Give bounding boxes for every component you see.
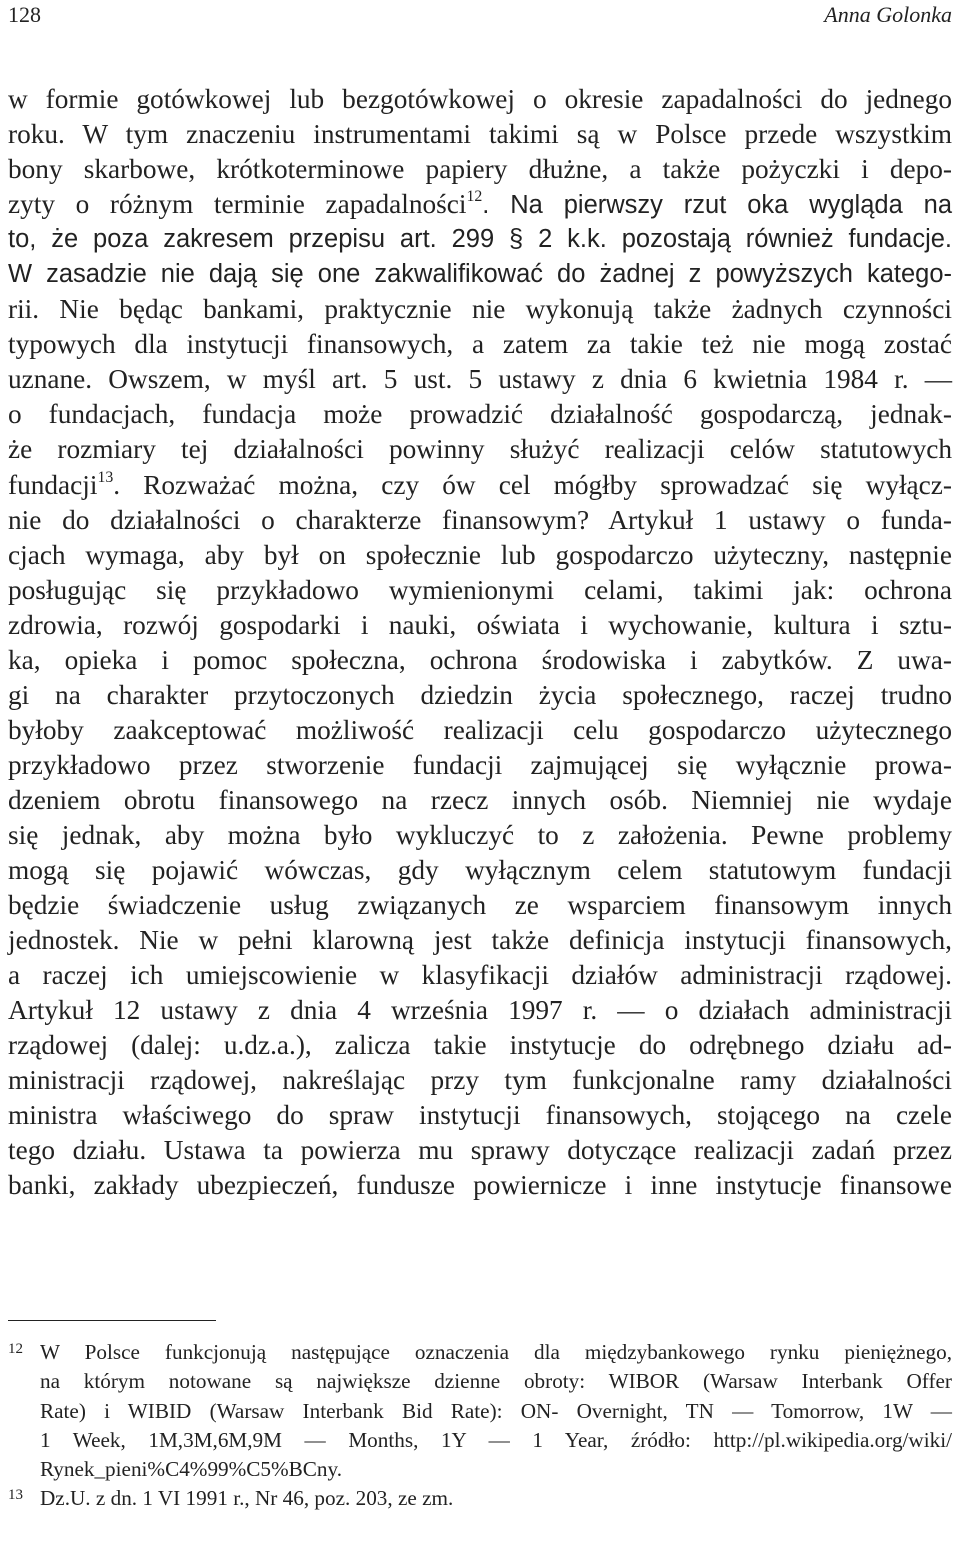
text-line: posługując się przykładowo wymienionymi celami, takimi jak: ochrona [8, 574, 952, 605]
text-line [8, 187, 952, 222]
text-fragment: . Rozważać można, czy ów cel mógłby sprowadzać się wyłącz- [113, 469, 952, 500]
text-line: się jednak, aby można było wykluczyć to z założenia. Pewne problemy [8, 819, 952, 850]
footnote-reference: 13 [97, 468, 114, 486]
page-number: 128 [8, 2, 41, 27]
text-fragment: . Na pierwszy rzut oka wygląda na [482, 191, 953, 220]
text-line: W zasadzie nie dają się one zakwalifikować do żadnej z powyższych katego- [8, 260, 952, 289]
text-line [8, 468, 952, 503]
text-line: Artykuł 12 ustawy z dnia 4 września 1997 r. — o działach administracji [8, 995, 952, 1026]
text-line: że rozmiary tej działalności powinny służyć realizacji celów statutowych [8, 434, 952, 465]
footnote-line: na którym notowane są największe dzienne obroty: WIBOR (Warsaw Interbank Offer [40, 1369, 952, 1394]
text-line: ministra właściwego do spraw instytucji finansowych, stojącego na czele [8, 1100, 952, 1131]
text-line: cjach wymaga, aby był on społecznie lub gospodarczo użyteczny, następnie [8, 539, 952, 570]
text-line: tego działu. Ustawa ta powierza mu sprawy dotyczące realizacji zadań przez [8, 1135, 952, 1166]
footnote-line: Dz.U. z dn. 1 VI 1991 r., Nr 46, poz. 203, ze zm. [40, 1486, 454, 1511]
text-fragment: zyty o różnym terminie zapadalności [8, 189, 467, 220]
text-line: to, że poza zakresem przepisu art. 299 § 2 k.k. pozostają również fundacje. [8, 225, 952, 254]
text-line: będzie świadczenie usług związanych ze wsparciem finansowym innych [8, 890, 952, 921]
text-line: uznane. Owszem, w myśl art. 5 ust. 5 ustawy z dnia 6 kwietnia 1984 r. — [8, 364, 952, 395]
text-line: o fundacjach, fundacja może prowadzić działalność gospodarczą, jednak- [8, 399, 952, 430]
text-line: rządowej (dalej: u.dz.a.), zalicza takie instytucje do odrębnego działu ad- [8, 1030, 952, 1061]
running-head-author: Anna Golonka [824, 2, 952, 27]
text-line: bony skarbowe, krótkoterminowe papiery dłużne, a także pożyczki i depo- [8, 154, 952, 185]
footnote-line: Rynek_pieni%C4%99%C5%BCny. [40, 1457, 343, 1482]
footnote-13 [8, 1484, 952, 1513]
footnote-line: Rate) i WIBID (Warsaw Interbank Bid Rate): ON- Overnight, TN — Tomorrow, 1W — [40, 1398, 952, 1423]
main-text [8, 82, 952, 1204]
text-line: banki, zakłady ubezpieczeń, fundusze powiernicze i inne instytucje finansowe [8, 1170, 952, 1201]
text-line: a raczej ich umiejscowienie w klasyfikacji działów administracji rządowej. [8, 960, 952, 991]
text-line: typowych dla instytucji finansowych, a zatem za takie też nie mogą zostać [8, 329, 952, 360]
text-line: mogą się pojawić wówczas, gdy wyłącznym celem statutowym fundacji [8, 855, 952, 886]
text-line: dzeniem obrotu finansowego na rzecz innych osób. Niemniej nie wydaje [8, 784, 952, 815]
text-line: ministracji rządowej, nakreślając przy tym funkcjonalne ramy działalności [8, 1065, 952, 1096]
text-line: ka, opieka i pomoc społeczna, ochrona środowiska i zabytków. Z uwa- [8, 644, 952, 675]
page-header [8, 2, 952, 32]
text-line: w formie gotówkowej lub bezgotówkowej o okresie zapadalności do jednego [8, 84, 952, 114]
footnotes [8, 1338, 952, 1514]
text-fragment: fundacji [8, 469, 98, 500]
footnote-line: 1 Week, 1M,3M,6M,9M — Months, 1Y — 1 Year, źródło: http://pl.wikipedia.org/wiki/ [40, 1427, 952, 1452]
text-line: jednostek. Nie w pełni klarowną jest także definicja instytucji finansowych, [8, 925, 952, 956]
text-line: przykładowo przez stworzenie fundacji zajmującej się wyłącznie prowa- [8, 749, 952, 780]
footnote-separator [8, 1320, 216, 1321]
text-line: zdrowia, rozwój gospodarki i nauki, oświata i wychowanie, kultura i sztu- [8, 609, 952, 640]
text-line: roku. W tym znaczeniu instrumentami takimi są w Polsce przede wszystkim [8, 119, 952, 150]
footnote-number: 13 [8, 1487, 23, 1504]
footnote-line: W Polsce funkcjonują następujące oznaczenia dla międzybankowego rynku pieniężnego, [40, 1340, 952, 1364]
text-line: nie do działalności o charakterze finansowym? Artykuł 1 ustawy o funda- [8, 504, 952, 535]
text-line: byłoby zaakceptować możliwość realizacji celu gospodarczo użytecznego [8, 714, 952, 745]
text-line: gi na charakter przytoczonych dziedzin życia społecznego, raczej trudno [8, 679, 952, 710]
footnote-12 [8, 1338, 952, 1484]
footnote-reference: 12 [466, 188, 483, 206]
footnote-number: 12 [8, 1341, 23, 1357]
text-line: rii. Nie będąc bankami, praktycznie nie wykonują także żadnych czynności [8, 294, 952, 325]
